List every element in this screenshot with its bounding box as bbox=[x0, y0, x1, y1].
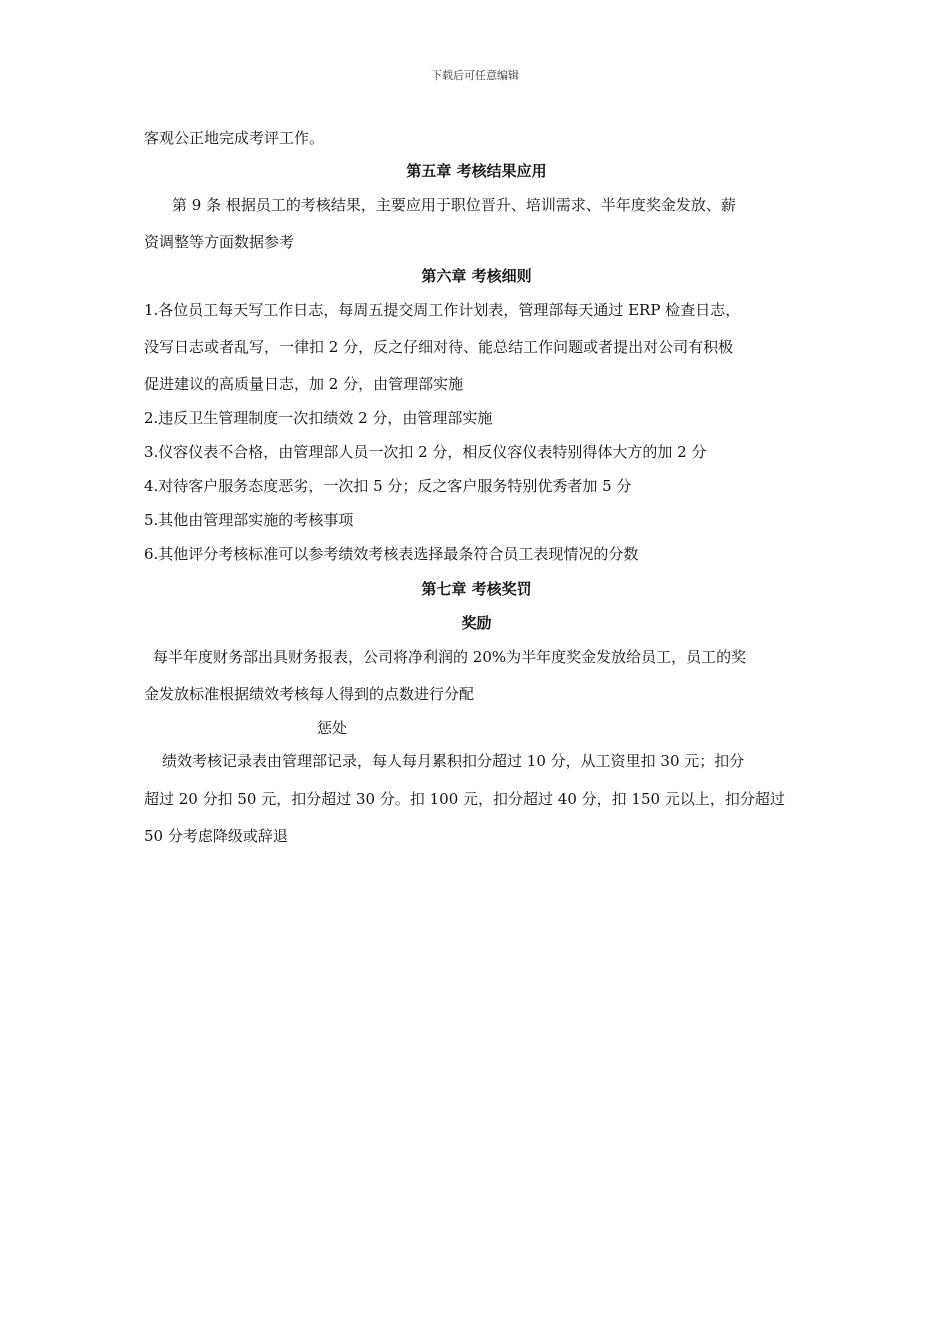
chapter6-item6: 6.其他评分考核标准可以参考绩效考核表选择最条符合员工表现情况的分数 bbox=[144, 545, 639, 563]
reward-paragraph-line2: 金发放标准根据绩效考核每人得到的点数进行分配 bbox=[144, 685, 475, 703]
penalty-paragraph-line2: 超过 20 分扣 50 元，扣分超过 30 分。扣 100 元，扣分超过 40 分，扣 150 元以上，扣分超过 bbox=[144, 790, 785, 808]
chapter6-item1-line3: 促进建议的高质量日志，加 2 分，由管理部实施 bbox=[144, 375, 464, 393]
reward-title: 奖励 bbox=[461, 614, 492, 632]
chapter6-item5: 5.其他由管理部实施的考核事项 bbox=[144, 511, 354, 529]
chapter6-title: 第六章 考核细则 bbox=[421, 267, 532, 285]
chapter7-title: 第七章 考核奖罚 bbox=[421, 580, 532, 598]
chapter5-paragraph-line1: 第 9 条 根据员工的考核结果，主要应用于职位晋升、培训需求、半年度奖金发放、薪 bbox=[172, 196, 736, 214]
chapter6-item1-line1: 1.各位员工每天写工作日志，每周五提交周工作计划表，管理部每天通过 ERP 检查日志， bbox=[144, 301, 741, 319]
chapter6-item4: 4.对待客户服务态度恶劣，一次扣 5 分；反之客户服务特别优秀者加 5 分 bbox=[144, 477, 632, 495]
chapter5-title: 第五章 考核结果应用 bbox=[406, 162, 547, 180]
penalty-paragraph-line1: 绩效考核记录表由管理部记录，每人每月累积扣分超过 10 分，从工资里扣 30 元；扣分 bbox=[162, 752, 745, 770]
header-note: 下载后可任意编辑 bbox=[431, 69, 519, 82]
chapter6-item2: 2.违反卫生管理制度一次扣绩效 2 分，由管理部实施 bbox=[144, 409, 493, 427]
chapter6-item3: 3.仪容仪表不合格，由管理部人员一次扣 2 分，相反仪容仪表特别得体大方的加 2 分 bbox=[144, 443, 707, 461]
penalty-title: 惩处 bbox=[317, 719, 348, 737]
reward-paragraph-line1: 每半年度财务部出具财务报表，公司将净利润的 20%为半年度奖金发放给员工，员工的奖 bbox=[153, 648, 747, 666]
chapter6-item1-line2: 没写日志或者乱写，一律扣 2 分，反之仔细对待、能总结工作问题或者提出对公司有积极 bbox=[144, 338, 734, 356]
penalty-paragraph-line3: 50 分考虑降级或辞退 bbox=[144, 827, 288, 845]
intro-line: 客观公正地完成考评工作。 bbox=[144, 129, 325, 147]
chapter5-paragraph-line2: 资调整等方面数据参考 bbox=[144, 233, 295, 251]
